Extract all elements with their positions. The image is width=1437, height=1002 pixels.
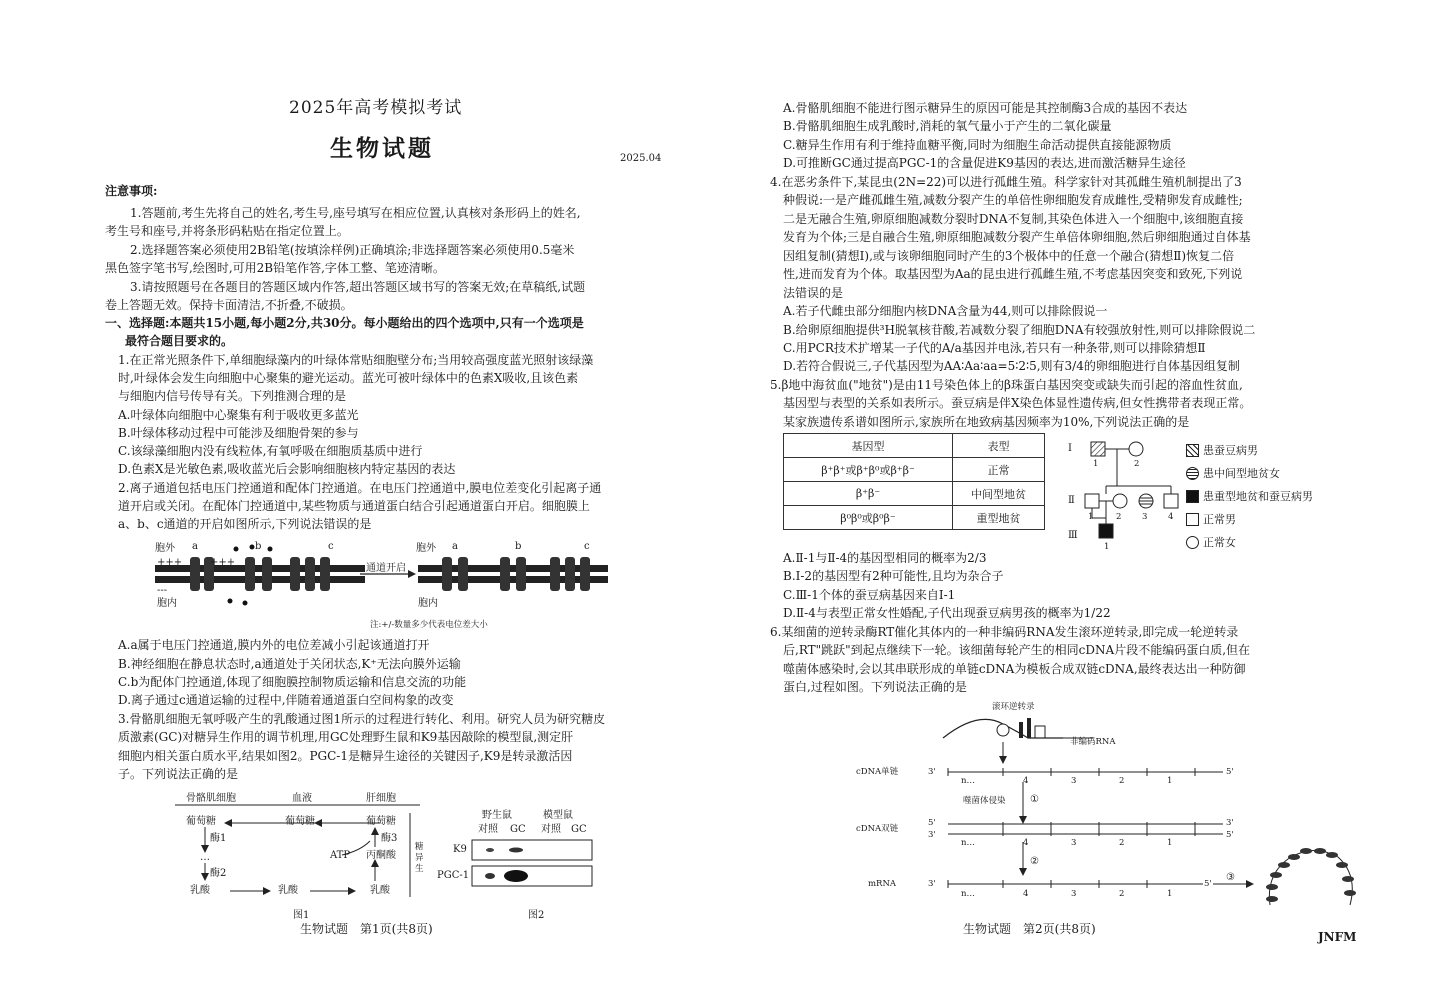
option: D.离子通过c通道运输的过程中,伴随着通道蛋白空间构象的改变: [118, 693, 454, 707]
question-6: 6.某细菌的逆转录酶RT催化其体内的一种非编码RNA发生滚环逆转录,即完成一轮逆转录: [770, 625, 1239, 639]
option: C.Ⅲ-1个体的蚕豆病基因来自Ⅰ-1: [783, 588, 956, 602]
page-footer: 生物试题 第2页(共8页): [963, 922, 1096, 936]
fig2-k9-label: K9: [453, 844, 467, 855]
fig-arrow-label: 通道开启: [366, 563, 406, 574]
fig1-glucose: 葡萄糖: [285, 816, 315, 827]
fig-minus: ---: [157, 585, 168, 596]
fig6-segment: n…: [961, 776, 975, 786]
question-3: 子。下列说法正确的是: [118, 767, 239, 781]
option: D.色素X是光敏色素,吸收蓝光后会影响细胞核内特定基因的表达: [118, 462, 456, 476]
fig-b-label: b: [255, 541, 262, 552]
fig6-prime: 5': [1204, 879, 1212, 889]
fig6-infect-label: 噬菌体侵染: [963, 796, 1006, 806]
fig6-ncrna-label: 非编码RNA: [1070, 737, 1116, 747]
table-cell: 正常: [953, 458, 1045, 482]
genotype-table: [783, 433, 1045, 530]
question-3: 质激素(GC)对糖异生作用的调节机理,用GC处理野生鼠和K9基因敲除的模型鼠,测定肝: [118, 730, 574, 744]
question-4: 发育为个体;三是自融合生殖,卵原细胞减数分裂产生单倍体卵细胞,然后卵细胞通过自体基: [783, 230, 1251, 244]
option: D.可推断GC通过提高PGC-1的含量促进K9基因的表达,进而激活糖异生途径: [783, 156, 1186, 170]
right-page: [718, 0, 1437, 1002]
pedigree-gen-1: Ⅰ: [1068, 443, 1072, 454]
left-page: [0, 0, 718, 1002]
fig6-prime: 5': [1226, 830, 1234, 840]
figure-2-blot: [470, 838, 595, 890]
fig2-gc: GC: [571, 824, 587, 835]
fig6-segment: 2: [1119, 838, 1125, 848]
question-6: 蛋白,过程如图。下列说法正确的是: [783, 680, 967, 694]
fig6-segment: 1: [1167, 776, 1173, 786]
reverse-transcription-diagram: [923, 700, 1293, 915]
notice-heading: 注意事项:: [105, 184, 158, 198]
option: B.Ⅰ-2的基因型有2种可能性,且均为杂合子: [783, 569, 1004, 583]
pedigree-num: 1: [1088, 512, 1094, 522]
fig-b-label: b: [515, 541, 522, 552]
table-header: 表型: [953, 434, 1045, 458]
fig1-dots: …: [200, 852, 210, 863]
fig2-control: 对照: [541, 824, 561, 835]
table-cell: 中间型地贫: [953, 482, 1045, 506]
question-5: 基因型与表型的关系如表所示。蚕豆病是伴X染色体显性遗传病,但女性携带者表现正常。: [783, 396, 1252, 410]
pedigree-num: 1: [1104, 542, 1110, 552]
option: A.骨骼肌细胞不能进行图示糖异生的原因可能是其控制酶3合成的基因不表达: [783, 101, 1188, 115]
legend-item: 患蚕豆病男: [1186, 442, 1258, 458]
table-row: [784, 458, 1045, 482]
fig1-lactate: 乳酸: [370, 885, 390, 896]
option: A.a属于电压门控通道,膜内外的电位差减小引起该通道打开: [118, 638, 430, 652]
option: B.神经细胞在静息状态时,a通道处于关闭状态,K⁺无法向膜外运输: [118, 657, 461, 671]
question-2: a、b、c通道的开启如图所示,下列说法错误的是: [118, 517, 372, 531]
option: A.若子代雌虫部分细胞内核DNA含量为44,则可以排除假说一: [783, 304, 1108, 318]
fig6-segment: 4: [1023, 889, 1029, 899]
fig6-step1: ①: [1030, 794, 1039, 805]
question-4: 种假说:一是产雌孤雌生殖,减数分裂产生的单倍性卵细胞发育成雌性,受精卵发育成雌性;: [783, 193, 1243, 207]
hatched-square-icon: [1186, 444, 1199, 457]
notice-line: 3.请按照题号在各题目的答题区域内作答,超出答题区域书写的答案无效;在草稿纸,试题: [130, 280, 586, 294]
fig-outside-label: 胞外: [155, 543, 175, 554]
fig6-mrna-label: mRNA: [868, 879, 897, 889]
question-4: 因组复制(猜想Ⅰ),或与该卵细胞同时产生的3个极体中的任意一个融合(猜想Ⅱ)恢复二倍: [783, 249, 1235, 263]
fig-inside-label: 胞内: [157, 598, 177, 609]
fig-inside-label: 胞内: [418, 598, 438, 609]
option: C.b为配体门控通道,体现了细胞膜控制物质运输和信息交流的功能: [118, 675, 467, 689]
question-4: 法错误的是: [783, 286, 844, 300]
option: D.若符合假说三,子代基因型为AA∶Aa∶aa=5∶2∶5,则有3/4的卵细胞进行自体基因组复制: [783, 359, 1240, 373]
exam-title: 2025年高考模拟考试: [289, 98, 463, 118]
option: C.糖异生作用有利于维持血糖平衡,同时为细胞生命活动提供直接能源物质: [783, 138, 1172, 152]
option: B.给卵原细胞提供³H脱氧核苷酸,若减数分裂了细胞DNA有较强放射性,则可以排除假说二: [783, 323, 1256, 337]
fig1-lactate: 乳酸: [278, 885, 298, 896]
corner-code: JNFM: [1318, 930, 1357, 944]
fig-note: 注:+/-数量多少代表电位差大小: [370, 620, 488, 630]
fig-c-label: c: [328, 541, 334, 552]
question-4: 性,进而发育为个体。取基因型为Aa的昆虫进行孤雌生殖,不考虑基因突变和致死,下列说: [783, 267, 1243, 281]
fig-plus: +++: [157, 557, 183, 568]
pedigree-gen-2: Ⅱ: [1068, 495, 1075, 506]
option: D.Ⅱ-4与表型正常女性婚配,子代出现蚕豆病男孩的概率为1/22: [783, 606, 1111, 620]
table-row: [784, 434, 1045, 458]
fig6-prime: 3': [928, 830, 936, 840]
fig6-segment: 3: [1071, 889, 1077, 899]
striped-circle-icon: [1186, 467, 1199, 480]
option: A.叶绿体向细胞中心聚集有利于吸收更多蓝光: [118, 408, 359, 422]
option: B.骨骼肌细胞生成乳酸时,消耗的氧气量小于产生的二氧化碳量: [783, 119, 1112, 133]
fig-outside-label: 胞外: [416, 543, 436, 554]
option: A.Ⅱ-1与Ⅱ-4的基因型相同的概率为2/3: [783, 551, 987, 565]
fig2-caption: 图2: [528, 910, 545, 921]
fig6-step2: ②: [1030, 856, 1039, 867]
fig1-lactate: 乳酸: [190, 885, 210, 896]
fig6-segment: 2: [1119, 776, 1125, 786]
question-5: 某家族遗传系谱如图所示,家族所在地致病基因频率为10%,下列说法正确的是: [783, 415, 1190, 429]
question-4: 二是无融合生殖,卵原细胞减数分裂时DNA不复制,其染色体进入一个细胞中,该细胞直接: [783, 212, 1244, 226]
fig1-col-blood: 血液: [292, 793, 312, 804]
fig1-col-skeletal: 骨骼肌细胞: [186, 793, 236, 804]
fig-c-label: c: [584, 541, 590, 552]
legend-item: 正常女: [1186, 534, 1236, 550]
pedigree-num: 3: [1142, 512, 1148, 522]
table-row: [784, 482, 1045, 506]
fig1-pyruvate: 丙酮酸: [366, 850, 396, 861]
fig6-segment: 1: [1167, 838, 1173, 848]
fig6-segment: n…: [961, 838, 975, 848]
question-4: 4.在恶劣条件下,某昆虫(2N=22)可以进行孤雌生殖。科学家针对其孤雌生殖机制提出了3: [770, 175, 1242, 189]
fig6-ds-label: cDNA双链: [856, 824, 899, 834]
fig2-control: 对照: [478, 824, 498, 835]
protein-coil-icon: [1258, 835, 1363, 930]
fig6-segment: 2: [1119, 889, 1125, 899]
option: C.用PCR技术扩增某一子代的A/a基因并电泳,若只有一种条带,则可以排除猜想Ⅱ: [783, 341, 1206, 355]
question-1: 时,叶绿体会发生向细胞中心聚集的避光运动。蓝光可被叶绿体中的色素X吸收,且该色素: [118, 371, 579, 385]
fig6-prime: 3': [928, 879, 936, 889]
empty-circle-icon: [1186, 536, 1199, 549]
fig6-prime: 3': [1226, 818, 1234, 828]
fig6-segment: 4: [1023, 776, 1029, 786]
fig-plus: +++: [210, 557, 236, 568]
protein-coil-turns: [1266, 848, 1356, 902]
notice-line: 卷上答题无效。保持卡面清洁,不折叠,不破损。: [105, 298, 353, 312]
fig6-segment: 3: [1071, 776, 1077, 786]
fig1-glucose: 葡萄糖: [366, 816, 396, 827]
section-heading: 最符合题目要求的。: [125, 334, 234, 348]
question-6: 噬菌体感染时,会以其串联形成的单链cDNA为模板合成双链cDNA,最终表达出一种防御: [783, 662, 1246, 676]
fig6-prime: 5': [928, 818, 936, 828]
subject-title: 生物试题: [330, 135, 434, 162]
option: B.叶绿体移动过程中可能涉及细胞骨架的参与: [118, 426, 359, 440]
table-cell: 重型地贫: [953, 506, 1045, 530]
fig6-segment: 4: [1023, 838, 1029, 848]
question-3: 3.骨骼肌细胞无氧呼吸产生的乳酸通过图1所示的过程进行转化、利用。研究人员为研究糖皮: [118, 712, 606, 726]
pedigree-gen-3: Ⅲ: [1068, 530, 1078, 541]
fig6-prime: 3': [928, 767, 936, 777]
fig6-segment: n…: [961, 889, 975, 899]
question-5: 5.β地中海贫血("地贫")是由11号染色体上的β珠蛋白基因突变或缺失而引起的溶血性贫血,: [770, 378, 1243, 392]
pedigree-num: 1: [1093, 459, 1099, 469]
empty-square-icon: [1186, 513, 1199, 526]
fig6-prime: 5': [1226, 767, 1234, 777]
question-3: 细胞内相关蛋白质水平,结果如图2。PGC-1是糖异生途径的关键因子,K9是转录激活因: [118, 749, 573, 763]
page-footer: 生物试题 第1页(共8页): [300, 922, 433, 936]
legend-item: 正常男: [1186, 511, 1236, 527]
fig1-enzyme3: 酶3: [381, 833, 398, 844]
fig6-ss-label: cDNA单链: [856, 767, 899, 777]
table-cell: β⁰β⁰或β⁰β⁻: [784, 506, 953, 530]
pedigree-num: 4: [1168, 512, 1174, 522]
table-row: [784, 506, 1045, 530]
table-cell: β⁺β⁺或β⁺β⁰或β⁺β⁻: [784, 458, 953, 482]
pedigree-num: 2: [1134, 459, 1140, 469]
fig1-col-liver: 肝细胞: [366, 793, 396, 804]
table-header: 基因型: [784, 434, 953, 458]
question-2: 道开启或关闭。在配体门控通道中,某些物质与通道蛋白结合引起通道蛋白开启。细胞膜上: [118, 499, 590, 513]
legend-item: 患重型地贫和蚕豆病男: [1186, 488, 1313, 504]
fig1-enzyme2: 酶2: [210, 868, 227, 879]
notice-line: 考生号和座号,并将条形码粘贴在指定位置上。: [105, 224, 349, 238]
notice-line: 黑色签字笔书写,绘图时,可用2B铅笔作答,字体工整、笔迹清晰。: [105, 261, 445, 275]
option: C.该绿藻细胞内没有线粒体,有氧呼吸在细胞质基质中进行: [118, 444, 423, 458]
notice-line: 1.答题前,考生先将自己的姓名,考生号,座号填写在相应位置,认真核对条形码上的姓名,: [130, 206, 581, 220]
section-heading: 一、选择题:本题共15小题,每小题2分,共30分。每小题给出的四个选项中,只有一个选项是: [105, 316, 584, 330]
fig-a-label: a: [452, 541, 458, 552]
pedigree-num: 2: [1116, 512, 1122, 522]
filled-square-icon: [1186, 490, 1199, 503]
notice-line: 2.选择题答案必须使用2B铅笔(按填涂样例)正确填涂;非选择题答案必须使用0.5毫米: [130, 243, 575, 257]
exam-date: 2025.04: [620, 153, 662, 164]
fig1-glucose: 葡萄糖: [186, 816, 216, 827]
fig6-segment: 3: [1071, 838, 1077, 848]
fig2-model-label: 模型鼠: [543, 810, 573, 821]
fig2-wild-label: 野生鼠: [482, 810, 512, 821]
fig1-caption: 图1: [293, 910, 310, 921]
pedigree-chart: [1063, 436, 1188, 546]
fig6-top-label: 滚环逆转录: [992, 702, 1035, 712]
question-1: 1.在正常光照条件下,单细胞绿藻内的叶绿体常贴细胞壁分布;当用较高强度蓝光照射该绿藻: [118, 353, 594, 367]
fig6-step3: ③: [1226, 872, 1235, 883]
fig6-segment: 1: [1167, 889, 1173, 899]
question-6: 后,RT"跳跃"到起点继续下一轮。该细菌每轮产生的相同cDNA片段不能编码蛋白质,但在: [783, 643, 1251, 657]
fig-a-label: a: [192, 541, 198, 552]
fig2-gc: GC: [510, 824, 526, 835]
fig1-gluconeogenesis-label: 糖异生: [415, 842, 424, 874]
fig2-pgc-label: PGC-1: [437, 870, 470, 881]
question-2: 2.离子通道包括电压门控通道和配体门控通道。在电压门控通道中,膜电位差变化引起离子通: [118, 481, 602, 495]
fig1-atp: ATP: [330, 850, 351, 861]
legend-item: 患中间型地贫女: [1186, 465, 1280, 481]
fig1-enzyme1: 酶1: [210, 833, 227, 844]
table-cell: β⁺β⁻: [784, 482, 953, 506]
question-1: 与细胞内信号传导有关。下列推测合理的是: [118, 389, 347, 403]
